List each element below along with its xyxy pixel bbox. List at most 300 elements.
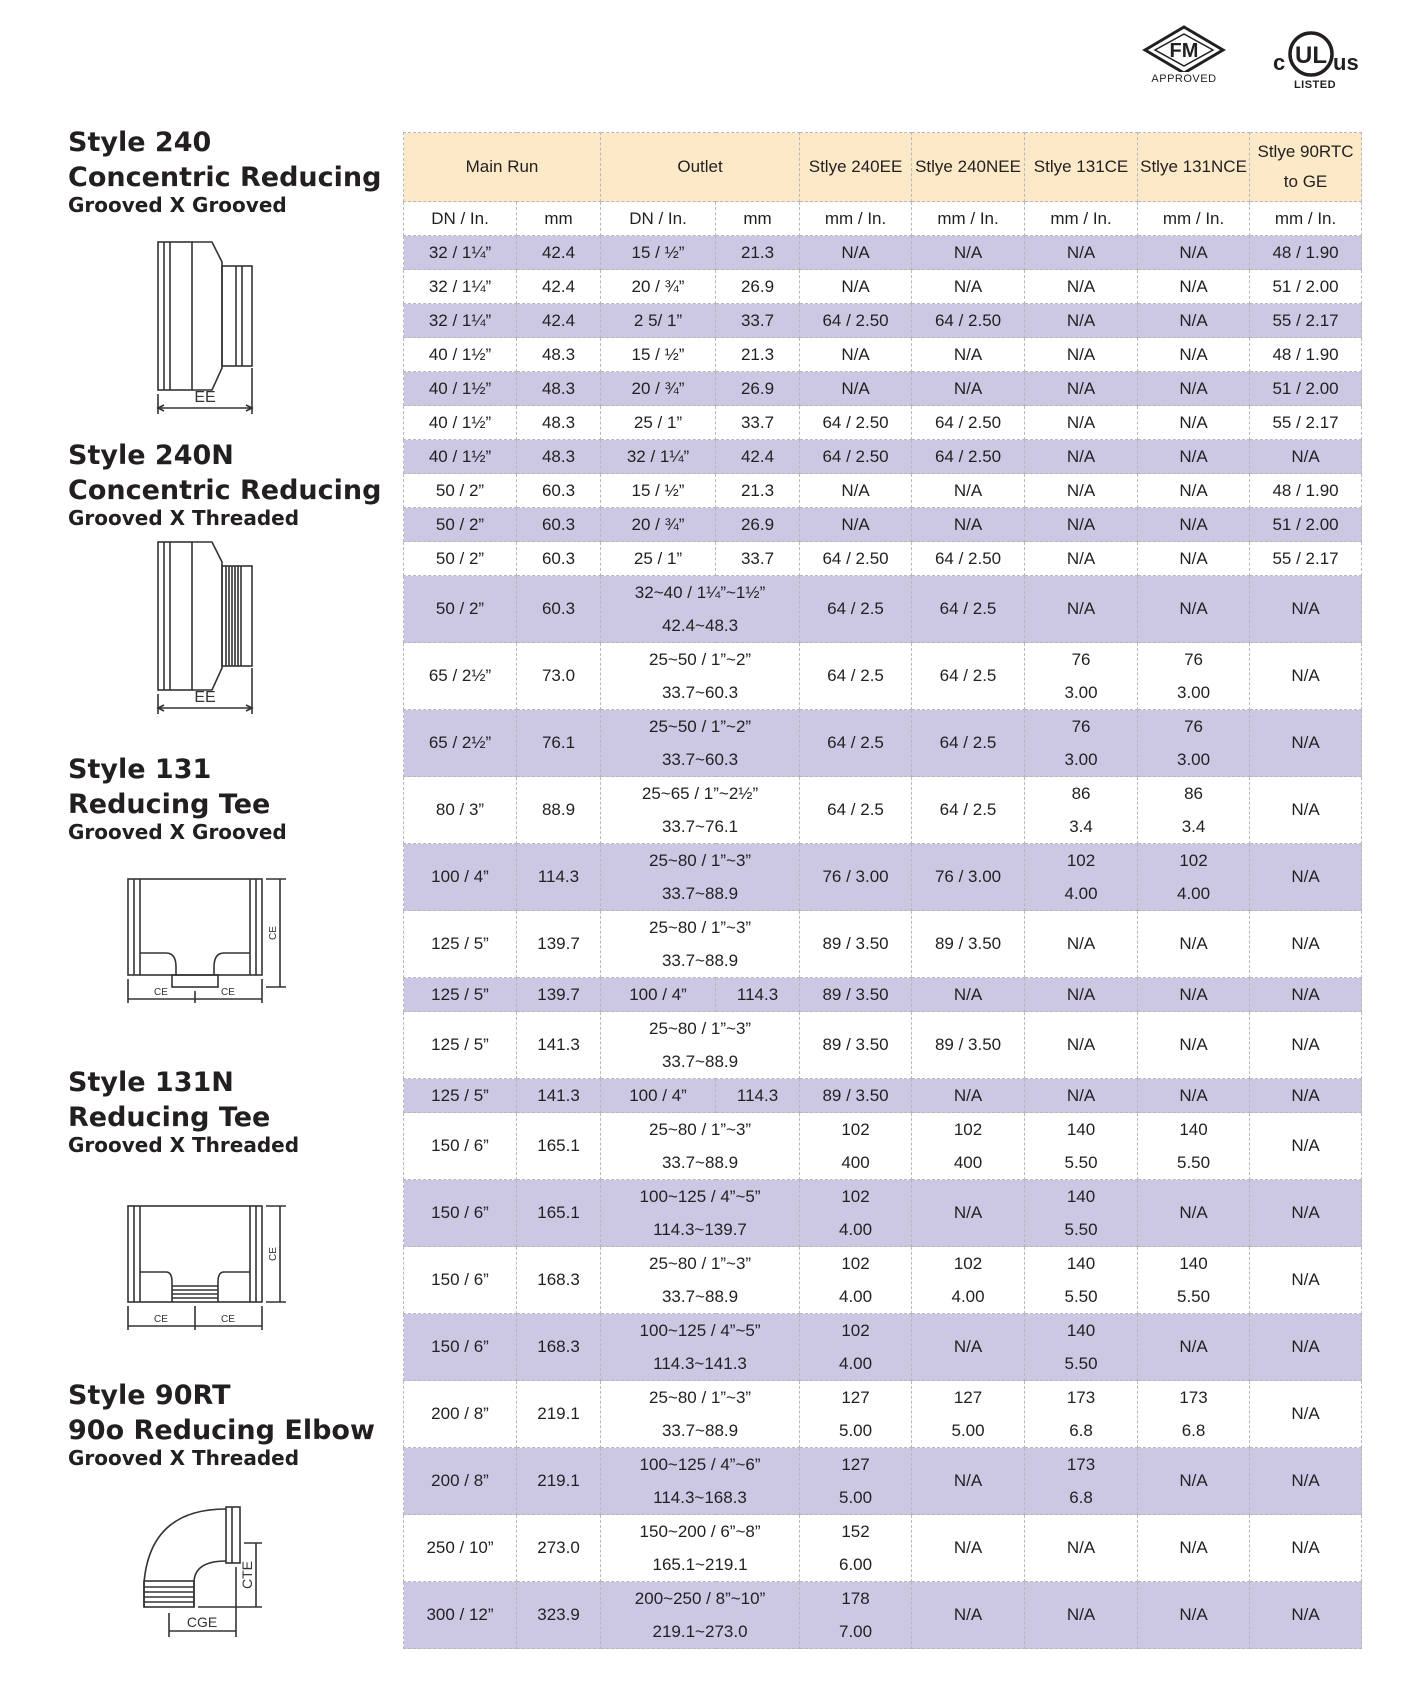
cell-line: 4.00: [951, 1287, 985, 1306]
table-cell: [912, 1381, 1025, 1448]
table-cell: 50 / 2”: [404, 474, 517, 508]
table-cell: [800, 1113, 912, 1180]
cell-line: 25~65 / 1”~2½”: [641, 784, 759, 803]
table-cell: N/A: [1138, 1079, 1250, 1113]
table-cell: N/A: [912, 978, 1025, 1012]
table-cell: 55 / 2.17: [1250, 542, 1362, 576]
table-cell: N/A: [1138, 372, 1250, 406]
table-cell: [1138, 710, 1250, 777]
table-cell: 114.3: [716, 978, 800, 1012]
table-cell: N/A: [1250, 643, 1362, 710]
table-row: [404, 304, 1362, 338]
table-cell: N/A: [912, 338, 1025, 372]
fm-caption: APPROVED: [1151, 73, 1217, 85]
table-cell: N/A: [1138, 406, 1250, 440]
table-cell: 48 / 1.90: [1250, 474, 1362, 508]
table-cell: N/A: [1138, 270, 1250, 304]
cell-line: 86: [1071, 784, 1091, 803]
cell-line: 5.00: [951, 1421, 985, 1440]
cell-line: 102: [1179, 851, 1208, 870]
table-cell: [800, 1247, 912, 1314]
table-cell: N/A: [1138, 1314, 1250, 1381]
table-cell: 150 / 6”: [404, 1314, 517, 1381]
cell-line: 76: [1184, 650, 1203, 669]
table-row: [404, 1448, 1362, 1515]
table-cell: 64 / 2.50: [912, 542, 1025, 576]
table-cell: N/A: [1138, 474, 1250, 508]
style-type: Reducing Tee: [68, 789, 271, 820]
subheader: mm: [517, 202, 601, 236]
cell-line: 76: [1071, 650, 1091, 669]
table-cell: N/A: [912, 1314, 1025, 1381]
table-row: [404, 508, 1362, 542]
style-ends: Grooved X Grooved: [68, 193, 287, 217]
table-cell: 21.3: [716, 236, 800, 270]
table-row: [404, 1314, 1362, 1381]
table-cell: N/A: [1025, 304, 1138, 338]
table-cell: N/A: [1250, 1247, 1362, 1314]
table-cell: 26.9: [716, 372, 800, 406]
cell-line: 42.4~48.3: [661, 616, 739, 635]
table-cell: 100 / 4”: [601, 978, 716, 1012]
table-row: [404, 1113, 1362, 1180]
table-cell: N/A: [1138, 1582, 1250, 1649]
cell-line: 173: [1066, 1388, 1096, 1407]
table-cell: N/A: [1250, 1113, 1362, 1180]
table-cell: N/A: [1025, 542, 1138, 576]
table-cell: [800, 1448, 912, 1515]
style-ends: Grooved X Grooved: [68, 820, 287, 844]
table-cell: N/A: [1250, 1515, 1362, 1582]
style-type: Concentric Reducing: [68, 162, 382, 193]
style-ends: Grooved X Threaded: [68, 1133, 300, 1157]
style-type: 90o Reducing Elbow: [68, 1415, 375, 1446]
table-cell: 300 / 12”: [404, 1582, 517, 1649]
table-cell: N/A: [1138, 1012, 1250, 1079]
table-cell: N/A: [1025, 911, 1138, 978]
table-cell: 48.3: [517, 338, 601, 372]
cell-line: 33.7~60.3: [661, 683, 739, 702]
table-cell: 219.1: [517, 1448, 601, 1515]
cell-line: 102: [841, 1187, 870, 1206]
cell-line: 25~80 / 1”~3”: [648, 851, 752, 870]
table-cell: 60.3: [517, 576, 601, 643]
table-cell: 20 / ¾”: [601, 508, 716, 542]
cell-line: 3.00: [1064, 750, 1098, 769]
table-cell: [601, 911, 800, 978]
table-row: [404, 911, 1362, 978]
table-cell: 200 / 8”: [404, 1448, 517, 1515]
cell-line: 25~80 / 1”~3”: [648, 1120, 752, 1139]
table-cell: N/A: [1138, 542, 1250, 576]
table-cell: 60.3: [517, 508, 601, 542]
table-cell: 64 / 2.50: [800, 542, 912, 576]
cell-line: 5.00: [838, 1488, 873, 1507]
table-cell: [1025, 1113, 1138, 1180]
table-cell: [1025, 1180, 1138, 1247]
table-cell: 64 / 2.50: [800, 406, 912, 440]
table-row: [404, 1381, 1362, 1448]
ul-listed-logo: [1267, 24, 1363, 91]
table-cell: N/A: [1025, 406, 1138, 440]
dimension-label-vertical: CE: [268, 1247, 279, 1261]
table-cell: N/A: [1025, 474, 1138, 508]
header-main-run: Main Run: [404, 133, 601, 202]
style-90rt-section: [68, 1378, 398, 1630]
header-style-240: Stlye 240EE: [800, 133, 912, 202]
table-cell: 139.7: [517, 911, 601, 978]
table-cell: N/A: [912, 1515, 1025, 1582]
subheader: DN / In.: [404, 202, 517, 236]
cell-line: 200~250 / 8”~10”: [634, 1589, 766, 1608]
table-cell: [601, 643, 800, 710]
cell-line: 140: [1066, 1120, 1096, 1139]
table-cell: 40 / 1½”: [404, 338, 517, 372]
cell-line: 140: [1179, 1254, 1208, 1273]
table-cell: 55 / 2.17: [1250, 406, 1362, 440]
cell-line: 5.50: [1176, 1153, 1211, 1172]
table-row: [404, 978, 1362, 1012]
cell-line: 100~125 / 4”~6”: [639, 1455, 761, 1474]
header-style-240n: Stlye 240NEE: [912, 133, 1025, 202]
header-style-90rt: Stlye 90RTC to GE: [1250, 133, 1362, 202]
table-row: [404, 236, 1362, 270]
table-cell: N/A: [1025, 1582, 1138, 1649]
table-cell: N/A: [800, 236, 912, 270]
subheader: mm / In.: [912, 202, 1025, 236]
table-cell: [1025, 1247, 1138, 1314]
table-cell: 64 / 2.5: [800, 576, 912, 643]
cell-line: 173: [1179, 1388, 1208, 1407]
style-240n-section: [68, 438, 398, 706]
cell-line: 152: [841, 1522, 870, 1541]
table-cell: N/A: [1138, 508, 1250, 542]
table-cell: 51 / 2.00: [1250, 372, 1362, 406]
table-cell: N/A: [1250, 440, 1362, 474]
table-cell: 42.4: [517, 270, 601, 304]
table-cell: 32 / 1¼”: [404, 236, 517, 270]
table-cell: 89 / 3.50: [800, 1012, 912, 1079]
table-cell: [601, 576, 800, 643]
table-cell: 2 5/ 1”: [601, 304, 716, 338]
cell-line: 173: [1066, 1455, 1096, 1474]
table-cell: 114.3: [716, 1079, 800, 1113]
cell-line: 86: [1184, 784, 1203, 803]
cell-line: 32~40 / 1¼”~1½”: [634, 583, 766, 602]
subheader: mm / In.: [1250, 202, 1362, 236]
dimension-label-vertical: CE: [268, 926, 279, 940]
table-cell: [1025, 844, 1138, 911]
table-cell: N/A: [1025, 1079, 1138, 1113]
dimension-label-right: CE: [221, 987, 235, 998]
table-cell: N/A: [1025, 270, 1138, 304]
table-cell: 50 / 2”: [404, 542, 517, 576]
table-cell: 64 / 2.50: [912, 440, 1025, 474]
cell-line: 114.3~168.3: [653, 1488, 747, 1507]
reducing-tee-drawing: [126, 875, 296, 1007]
table-cell: N/A: [1250, 1314, 1362, 1381]
cell-line: 33.7~60.3: [661, 750, 739, 769]
table-cell: [601, 777, 800, 844]
header-row-units: [404, 202, 1362, 236]
table-cell: 40 / 1½”: [404, 440, 517, 474]
table-cell: 25 / 1”: [601, 406, 716, 440]
table-cell: 168.3: [517, 1314, 601, 1381]
table-cell: 20 / ¾”: [601, 270, 716, 304]
table-cell: [800, 1515, 912, 1582]
table-cell: [1025, 1381, 1138, 1448]
table-cell: [601, 1180, 800, 1247]
cell-line: 76: [1071, 717, 1091, 736]
table-cell: 76.1: [517, 710, 601, 777]
table-cell: 33.7: [716, 542, 800, 576]
table-cell: 64 / 2.50: [912, 406, 1025, 440]
table-cell: 323.9: [517, 1582, 601, 1649]
table-cell: N/A: [1250, 1079, 1362, 1113]
table-cell: [1025, 710, 1138, 777]
table-cell: [1025, 1448, 1138, 1515]
cell-line: 5.50: [1064, 1220, 1098, 1239]
style-name: Style 240N: [68, 440, 234, 471]
table-cell: N/A: [800, 338, 912, 372]
table-cell: [601, 1012, 800, 1079]
cell-line: 102: [841, 1120, 870, 1139]
table-cell: N/A: [912, 1582, 1025, 1649]
style-type: Concentric Reducing: [68, 475, 382, 506]
cell-line: 76: [1184, 717, 1203, 736]
table-cell: 273.0: [517, 1515, 601, 1582]
fm-mark: FM: [1169, 40, 1199, 62]
cell-line: 4.00: [838, 1287, 873, 1306]
table-cell: 42.4: [716, 440, 800, 474]
table-cell: 51 / 2.00: [1250, 270, 1362, 304]
table-cell: 64 / 2.5: [912, 576, 1025, 643]
table-row: [404, 270, 1362, 304]
table-row: [404, 1247, 1362, 1314]
header-row-groups: [404, 133, 1362, 202]
cell-line: 33.7~88.9: [661, 1421, 739, 1440]
table-cell: 48.3: [517, 406, 601, 440]
cell-line: 5.50: [1064, 1354, 1098, 1373]
cell-line: 5.00: [838, 1421, 873, 1440]
table-cell: [601, 1113, 800, 1180]
table-cell: [800, 1582, 912, 1649]
ul-caption: LISTED: [1293, 79, 1337, 91]
table-cell: 64 / 2.5: [800, 777, 912, 844]
table-cell: 125 / 5”: [404, 1079, 517, 1113]
cell-line: 100~125 / 4”~5”: [639, 1187, 761, 1206]
table-cell: 60.3: [517, 542, 601, 576]
dimension-label-left: CE: [154, 987, 168, 998]
table-cell: 80 / 3”: [404, 777, 517, 844]
cell-line: 140: [1066, 1321, 1096, 1340]
cell-line: 102: [953, 1254, 983, 1273]
table-cell: 88.9: [517, 777, 601, 844]
table-cell: 139.7: [517, 978, 601, 1012]
table-cell: 200 / 8”: [404, 1381, 517, 1448]
table-cell: N/A: [1025, 1012, 1138, 1079]
cell-line: 5.50: [1176, 1287, 1211, 1306]
table-cell: [1138, 1247, 1250, 1314]
table-cell: 40 / 1½”: [404, 372, 517, 406]
table-cell: N/A: [1025, 440, 1138, 474]
table-cell: N/A: [800, 508, 912, 542]
cell-line: 127: [841, 1455, 870, 1474]
table-cell: [601, 1515, 800, 1582]
table-cell: N/A: [1025, 372, 1138, 406]
table-cell: 15 / ½”: [601, 338, 716, 372]
ul-c: c: [1273, 50, 1286, 75]
table-cell: 21.3: [716, 474, 800, 508]
table-cell: 48 / 1.90: [1250, 236, 1362, 270]
table-cell: N/A: [1250, 777, 1362, 844]
cell-line: 4.00: [838, 1220, 873, 1239]
certification-logos: [1141, 24, 1363, 91]
cell-line: 400: [841, 1153, 870, 1172]
table-cell: 21.3: [716, 338, 800, 372]
table-cell: 89 / 3.50: [912, 1012, 1025, 1079]
style-240-section: [68, 125, 398, 406]
table-cell: 64 / 2.5: [800, 710, 912, 777]
style-name: Style 131: [68, 754, 212, 785]
cell-line: 178: [841, 1589, 870, 1608]
table-cell: [800, 1381, 912, 1448]
style-type: Reducing Tee: [68, 1102, 271, 1133]
table-cell: N/A: [1025, 1515, 1138, 1582]
subheader: mm: [716, 202, 800, 236]
table-cell: 26.9: [716, 270, 800, 304]
cell-line: 3.4: [1069, 817, 1093, 836]
table-cell: 64 / 2.5: [912, 777, 1025, 844]
cell-line: 33.7~88.9: [661, 951, 739, 970]
cell-line: 7.00: [838, 1622, 873, 1641]
cell-line: 33.7~88.9: [661, 1153, 739, 1172]
table-cell: 40 / 1½”: [404, 406, 517, 440]
table-cell: N/A: [1138, 911, 1250, 978]
table-cell: 55 / 2.17: [1250, 304, 1362, 338]
table-cell: 100 / 4”: [404, 844, 517, 911]
table-cell: N/A: [1250, 978, 1362, 1012]
table-cell: N/A: [1250, 576, 1362, 643]
table-row: [404, 777, 1362, 844]
table-cell: N/A: [912, 508, 1025, 542]
cell-line: 102: [841, 1254, 870, 1273]
dimension-label: EE: [194, 689, 216, 706]
table-cell: 219.1: [517, 1381, 601, 1448]
table-cell: N/A: [1250, 1012, 1362, 1079]
table-cell: N/A: [1138, 440, 1250, 474]
cell-line: 25~50 / 1”~2”: [648, 717, 752, 736]
cell-line: 127: [953, 1388, 983, 1407]
cell-line: 140: [1066, 1254, 1096, 1273]
table-cell: 64 / 2.5: [912, 643, 1025, 710]
table-cell: N/A: [1250, 911, 1362, 978]
table-cell: 150 / 6”: [404, 1247, 517, 1314]
table-cell: 100 / 4”: [601, 1079, 716, 1113]
cell-line: 33.7~76.1: [661, 817, 739, 836]
table-cell: [1138, 643, 1250, 710]
table-cell: N/A: [1138, 236, 1250, 270]
table-cell: 33.7: [716, 406, 800, 440]
cell-line: 25~80 / 1”~3”: [648, 1388, 752, 1407]
cell-line: 6.8: [1069, 1421, 1093, 1440]
cell-line: 400: [953, 1153, 983, 1172]
cell-line: 25~80 / 1”~3”: [648, 1019, 752, 1038]
table-cell: 168.3: [517, 1247, 601, 1314]
concentric-reducer-threaded-drawing: [156, 538, 266, 720]
table-cell: N/A: [1138, 978, 1250, 1012]
table-cell: [1138, 777, 1250, 844]
table-cell: 89 / 3.50: [800, 978, 912, 1012]
table-cell: 64 / 2.50: [912, 304, 1025, 338]
cell-line: 25~80 / 1”~3”: [648, 918, 752, 937]
style-name: Style 90RT: [68, 1380, 231, 1411]
cell-line: 25~50 / 1”~2”: [648, 650, 752, 669]
table-cell: [1025, 777, 1138, 844]
table-cell: [601, 1314, 800, 1381]
table-cell: [601, 1247, 800, 1314]
table-cell: N/A: [912, 1079, 1025, 1113]
table-cell: N/A: [1138, 576, 1250, 643]
table-cell: 20 / ¾”: [601, 372, 716, 406]
table-cell: 125 / 5”: [404, 978, 517, 1012]
table-cell: 42.4: [517, 236, 601, 270]
table-cell: 25 / 1”: [601, 542, 716, 576]
dimensions-table: [403, 132, 1362, 1649]
cell-line: 219.1~273.0: [652, 1622, 748, 1641]
table-cell: [1025, 643, 1138, 710]
table-row: [404, 406, 1362, 440]
table-row: [404, 338, 1362, 372]
dimension-label-cge: CGE: [186, 1614, 218, 1630]
cell-line: 33.7~88.9: [661, 1287, 739, 1306]
subheader: mm / In.: [800, 202, 912, 236]
style-131n-section: [68, 1065, 398, 1325]
cell-line: 4.00: [1176, 884, 1211, 903]
table-row: [404, 1582, 1362, 1649]
table-cell: 125 / 5”: [404, 1012, 517, 1079]
table-cell: 26.9: [716, 508, 800, 542]
table-cell: N/A: [1025, 508, 1138, 542]
dimension-label-right: CE: [221, 1314, 235, 1325]
cell-line: 102: [1066, 851, 1096, 870]
table-cell: N/A: [1250, 1448, 1362, 1515]
cell-line: 165.1~219.1: [652, 1555, 748, 1574]
table-cell: N/A: [912, 270, 1025, 304]
table-cell: 50 / 2”: [404, 508, 517, 542]
table-cell: 33.7: [716, 304, 800, 338]
style-131-section: [68, 752, 398, 998]
cell-line: 5.50: [1064, 1153, 1098, 1172]
cell-line: 100~125 / 4”~5”: [639, 1321, 761, 1340]
table-cell: N/A: [1250, 1180, 1362, 1247]
table-cell: 250 / 10”: [404, 1515, 517, 1582]
table-cell: N/A: [1025, 338, 1138, 372]
reducing-tee-threaded-drawing: [126, 1202, 296, 1334]
table-cell: 150 / 6”: [404, 1180, 517, 1247]
fm-diamond-icon: [1141, 24, 1227, 72]
cell-line: 6.00: [838, 1555, 873, 1574]
table-cell: [1138, 844, 1250, 911]
table-cell: N/A: [912, 372, 1025, 406]
table-cell: 165.1: [517, 1113, 601, 1180]
table-cell: N/A: [1138, 338, 1250, 372]
table-cell: [601, 1582, 800, 1649]
subheader: mm / In.: [1025, 202, 1138, 236]
table-row: [404, 372, 1362, 406]
ul-mark: UL: [1295, 42, 1327, 69]
table-cell: N/A: [912, 1180, 1025, 1247]
